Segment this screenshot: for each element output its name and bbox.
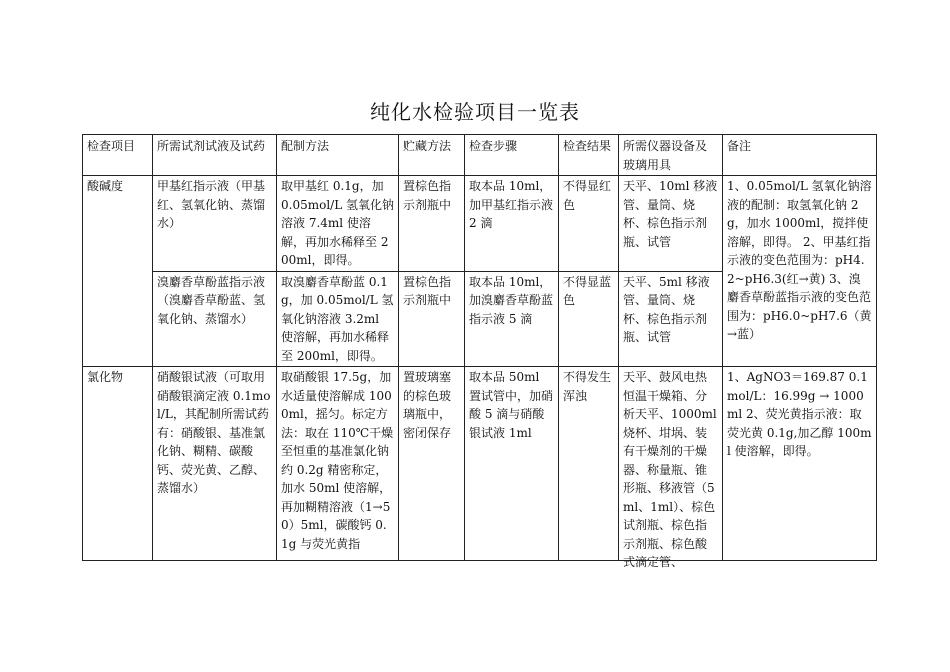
header-notes: 备注: [723, 135, 877, 176]
table-row: [83, 176, 877, 272]
inspection-table: [82, 134, 877, 569]
result-cell: 不得显蓝色: [559, 271, 619, 367]
storage-cell: 置棕色指示剂瓶中: [399, 271, 465, 367]
storage-text: 置玻璃塞的棕色玻璃瓶中，密闭保存: [403, 370, 452, 440]
steps-text: 取本品 50ml 置试管中，加硝酸 5 滴与硝酸银试液 1ml: [469, 370, 554, 440]
equipment-text: 天平、鼓风电热恒温干燥箱、分析天平、1000ml 烧杯、坩埚、装有干燥剂的干燥器、称量瓶、锥形瓶、移液管（5ml、1ml）、棕色试剂瓶、棕色指示剂瓶、棕色酸式滴定管、: [623, 370, 717, 569]
header-prep: 配制方法: [277, 135, 399, 176]
header-equipment: 所需仪器设备及玻璃用具: [619, 135, 723, 176]
reagent-cell: 甲基红指示液（甲基红、氢氧化钠、蒸馏水）: [153, 176, 277, 272]
steps-cell: [465, 367, 559, 561]
reagent-cell: [153, 367, 277, 561]
result-cell: [559, 367, 619, 561]
reagent-text: 硝酸银试液（可取用硝酸银滴定液 0.1mol/L，其配制所需试药有：硝酸银、基准氯化钠、糊精、碳酸钙、荧光黄、乙醇、蒸馏水）: [157, 370, 271, 495]
item-cell: 酸碱度: [83, 176, 153, 367]
equipment-cell: [619, 367, 723, 569]
storage-cell: [399, 367, 465, 561]
page-title: 纯化水检验项目一览表: [370, 100, 580, 124]
prep-cell: 取甲基红 0.1g，加 0.05mol/L 氢氧化钠溶液 7.4ml 使溶解，再加水稀释至 200ml，即得。: [277, 176, 399, 272]
prep-cell: 取溴麝香草酚蓝 0.1g，加 0.05mol/L 氢氧化钠溶液 3.2ml 使溶解，再加水稀释至 200ml，即得。: [277, 271, 399, 367]
reagent-cell: 溴麝香草酚蓝指示液（溴麝香草酚蓝、氢氧化钠、蒸馏水）: [153, 271, 277, 367]
header-steps: 检查步骤: [465, 135, 559, 176]
notes-cell: 1、0.05mol/L 氢氧化钠溶液的配制：取氢氧化钠 2g，加水 1000ml，搅拌使溶解，即得。 2、甲基红指示液的变色范围为：pH4.2~pH6.3(红→黄) 3、溴麝香草酚蓝指示液的变色范围为：pH6.0~pH7.6（黄→蓝）: [723, 176, 877, 367]
header-result: 检查结果: [559, 135, 619, 176]
header-item: 检查项目: [83, 135, 153, 176]
notes-text: 1、AgNO3＝169.87 0.1 mol/L：16.99g → 1000ml 2、荧光黄指示液：取荧光黄 0.1g,加乙醇 100ml 使溶解，即得。: [727, 370, 872, 458]
result-cell: 不得显红色: [559, 176, 619, 272]
notes-cell: [723, 367, 877, 561]
prep-text: 取硝酸银 17.5g，加水适量使溶解成 1000ml，摇匀。标定方法：取在 110℃干燥至恒重的基准氯化钠约 0.2g 精密称定，加水 50ml 使溶解，再加糊精溶液（1→50）5ml，碳酸钙 0.1g 与荧光黄指: [281, 370, 394, 551]
equipment-cell: 天平、10ml 移液管、量筒、烧杯、棕色指示剂瓶、试管: [619, 176, 723, 272]
header-storage: 贮藏方法: [399, 135, 465, 176]
result-text: 不得发生浑浊: [563, 370, 612, 403]
storage-cell: 置棕色指示剂瓶中: [399, 176, 465, 272]
header-reagent: 所需试剂试液及试药: [153, 135, 277, 176]
item-cell: [83, 367, 153, 561]
item-text: 氯化物: [87, 370, 124, 384]
prep-cell: [277, 367, 399, 561]
steps-cell: 取本品 10ml，加溴麝香草酚蓝指示液 5 滴: [465, 271, 559, 367]
steps-cell: 取本品 10ml，加甲基红指示液 2 滴: [465, 176, 559, 272]
table-row: [83, 367, 877, 561]
header-row: [83, 135, 877, 176]
equipment-cell: 天平、5ml 移液管、量筒、烧杯、棕色指示剂瓶、试管: [619, 271, 723, 367]
